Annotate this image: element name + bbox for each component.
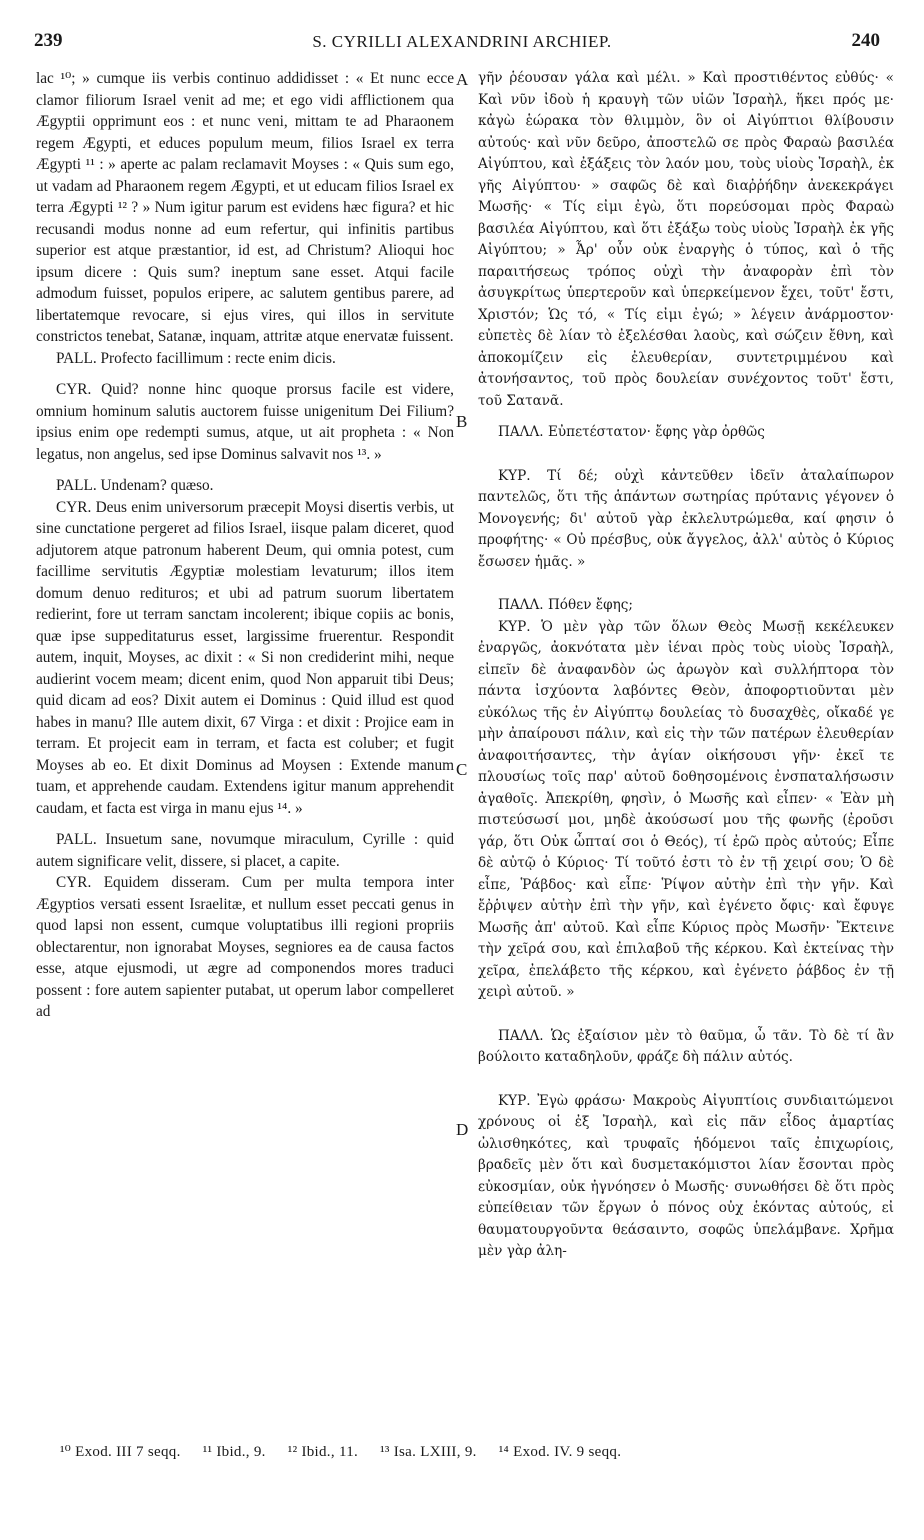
latin-column — [36, 68, 454, 1023]
footnotes — [60, 1442, 894, 1461]
footnote: ¹⁰ Exod. III 7 seqq. — [60, 1444, 181, 1460]
margin-letter: C — [456, 760, 468, 779]
footnote: ¹² Ibid., 11. — [287, 1444, 359, 1460]
footnote: ¹⁴ Exod. IV. 9 seqq. — [498, 1444, 622, 1460]
page-number-left: 239 — [34, 30, 63, 51]
latin-paragraph: CYR. Quid? nonne hinc quoque prorsus facile est videre, omnium hominum salutis auctorem fuisse unigenitum Dei Filium? ipsius enim ope redempti sumus, atque, ut ait propheta : « Non legatus, non angelus, sed ipse Dominus salvavit nos ¹³. » — [36, 381, 454, 463]
greek-paragraph: γῆν ῥέουσαν γάλα καὶ μέλι. » Καὶ προστιθέντος εὐθύς· « Καὶ νῦν ἰδοὺ ἡ κραυγὴ τῶν υἱῶν Ἰσραὴλ, ἥκει πρός με· κἀγὼ ἑώρακα τὸν θλιμμὸν, ὃν οἱ Αἰγύπτιοι θλίβουσιν αὐτούς· καὶ νῦν δεῦρο, ἀποστελῶ σε πρὸς Φαραὼ βασιλέα Αἰγύπτου, καὶ ἐξάξεις τὸν λαόν μου, τοὺς υἱοὺς Ἰσραὴλ, ἐκ γῆς Αἰγύπτου· » σαφῶς δὲ καὶ διαῤῥήδην ἀνεκεκράγει Μωσῆς· « Τίς εἰμι ἐγὼ, ὅτι πορεύσομαι πρὸς Φαραὼ βασιλέα Αἰγύπτου, καὶ ὅτι ἐξάξω τοὺς υἱοὺς Ἰσραὴλ ἐκ γῆς Αἰγύπτου; » Ἆρ' οὖν οὐκ ἐναργὴς ὁ τύπος, καὶ ὁ τῆς παραιτήσεως τρόπος οὐχὶ τὴν ἀναφορὰν ἐπὶ τὸν ἀσυγκρίτως ὑπερτεροῦν καὶ ὑπερκείμενον ἔχει, τοῦτ' ἔστι, Χριστόν; Ὡς τό, « Τίς εἰμι ἐγώ; » λέγειν ἀνάρμοστον· εὐπετὲς δὲ λίαν τὸ ἐξελέσθαι λαοὺς, καὶ σώζειν ἔθνη, καὶ ἀποκομίζειν εἰς ἐλευθερίαν, συντετριμμένου καὶ ἀτονήσαντος, τοῦ πρὸς δουλείαν συνέχοντος τοῦτ' ἔστι, τοῦ Σατανᾶ. — [478, 70, 894, 409]
greek-paragraph: ΠΑΛΛ. Ὡς ἐξαίσιον μὲν τὸ θαῦμα, ὦ τᾶν. Τὸ δὲ τί ἂν βούλοιτο καταδηλοῦν, φράζε δὴ πάλιν αὐτός. — [478, 1027, 894, 1065]
footnote: ¹¹ Ibid., 9. — [202, 1444, 266, 1460]
margin-letter: A — [456, 70, 469, 89]
latin-paragraph: lac ¹⁰; » cumque iis verbis continuo addidisset : « Et nunc ecce clamor filiorum Israel venit ad me; et ego vidi afflictionem qua Ægyptii opprimunt eos : et nunc veni, mittam te ad Pharaonem regem Ægypti, et educes populum meum, filios Israel ex terra Ægypti ¹¹ : » aperte ac palam reclamavit Moyses : « Quis sum ego, ut vadam ad Pharaonem regem Ægypti, et ut educam filios Israel ex terra Ægypti ¹² ? » Num igitur parum est evidens hæc figura? et hic recusandi modus nonne ad eum refertur, qui infinitis partibus superior est atque præstantior, id est, ad Christum? Alioqui hoc ipsum dicere : Quis sum? ineptum sane esset. Atqui facile admodum fuisset, populos eripere, ac salutem gentibus parere, ad libertatemque revocare, si ejus vires, qui illos in servitute constrictos tenebat, Satanæ, inquam, attritæ atque enervatæ fuissent. — [36, 70, 454, 345]
latin-paragraph: PALL. Profecto facillimum : recte enim dicis. — [56, 349, 336, 367]
page-header — [30, 30, 894, 56]
greek-paragraph: ΚΥΡ. Ἐγὼ φράσω· Μακροὺς Αἰγυπτίοις συνδιαιτώμενοι χρόνους οἱ ἐξ Ἰσραὴλ, καὶ εἰς πᾶν εἶδος ἁμαρτίας ὠλισθηκότες, καὶ τρυφαῖς ἡδόμενοι ταῖς ἐπιχωρίοις, βραδεῖς μὲν ὅτι καὶ δυσμετακόμιστοι λίαν ἔσονται πρὸς εὐκοσμίαν, οὐκ ἠγνόησεν ὁ Μωσῆς· συνωθήσει δὲ ὅτι πρὸς εὐπείθειαν τῶν ἔργων ὁ πόνος οὐχ ἑκόντας αὐτούς, εἰ θαυματουργοῦντα θεάσαιντο, σοφῶς ὑπελάμβανε. Χρῆμα μὲν γὰρ ἀλη- — [478, 1092, 894, 1259]
latin-paragraph: CYR. Deus enim universorum præcepit Moysi disertis verbis, ut sine cunctatione pergeret ad filios Israel, iisque palam diceret, quod adjutorem atque patronum haberent Deum, qui omnia potest, cum facillime servitutis Ægyptiæ molestiam levaturum; illos item domum denuo redituros; et ubi ad patrum suorum libertatem redierint, fore ut terram sanctam incolerent; ibique copiis ac bonis, quæ ipse suppeditaturus esset, largissime fruerentur. Respondit autem, inquit, Moyses, ac dixit : « Si non crediderint mihi, neque audierint vocem meam; dicent enim, quod Non apparuit tibi Deus; quid dicam ad eos? Dixit autem ei Dominus : Quid illud est quod habes in manu? Ille autem dixit, 67 Virga : et dixit : Projice eam in terram. Et projecit eam in terram, et facta est coluber; et fugit Moyses ab eo. Et dixit Dominus ad Moysen : Extende manum tuam, et apprehende caudam. Extendens igitur manum apprehendit caudam, et facta est virga in manu ejus ¹⁴. » — [36, 498, 454, 817]
running-title: S. CYRILLI ALEXANDRINI ARCHIEP. — [312, 32, 612, 51]
latin-paragraph: CYR. Equidem disseram. Cum per multa tempora inter Ægyptios versati essent Israelitæ, et nullum esset peccati genus in quod lapsi non essent, cumque voluptatibus illi regioni propriis oblectarentur, non ignorabat Moyses, segniores ea de causa factos esse, atque ejusmodi, ut ægre ad componendos mores traduci possent : fore autem sapienter putabat, ut operum labor compelleret ad — [36, 874, 454, 1020]
margin-letter: B — [456, 412, 468, 431]
page-number-right: 240 — [851, 30, 880, 51]
latin-paragraph: PALL. Undenam? quæso. — [56, 477, 214, 494]
margin-letter: D — [456, 1120, 469, 1139]
greek-paragraph: ΠΑΛΛ. Εὐπετέστατον· ἔφης γὰρ ὀρθῶς — [498, 424, 765, 440]
greek-paragraph: ΠΑΛΛ. Πόθεν ἔφης; — [498, 597, 633, 613]
latin-paragraph: PALL. Insuetum sane, novumque miraculum, Cyrille : quid autem significare velit, dissere, si placet, a capite. — [36, 831, 454, 870]
footnote: ¹³ Isa. LXIII, 9. — [380, 1444, 477, 1460]
greek-paragraph: ΚΥΡ. Ὁ μὲν γὰρ τῶν ὅλων Θεὸς Μωσῇ κεκέλευκεν ἐναργῶς, ἀοκνότατα μὲν ἰέναι πρὸς τοὺς υἱοὺς Ἰσραὴλ, εἰπεῖν δὲ ἀναφανδὸν ὡς ἀρωγὸν καὶ συλλήπτορα τὸν πάντα ἰσχύοντα λαβόντες Θεὸν, ἀποφορτιοῦνται μὲν εὐκόλως τῆς ἐν Αἰγύπτῳ δουλείας τὸ δυσαχθὲς, οἴκαδέ γε μὴν ἀπαίρουσι πάλιν, καὶ εἰς τὴν τῶν πατέρων ἐλευθερίαν ἀναφοιτήσαντες, τὴν ἁγίαν οἰκήσουσι γῆν· ἐκεῖ τε πλουσίως τοῖς παρ' αὐτοῦ δοθησομένοις ἐνσπαταλήσωσιν ἀγαθοῖς. Ἀπεκρίθη, φησὶν, ὁ Μωσῆς καὶ εἶπεν· « Ἐὰν μὴ πιστεύσωσί μοι, μηδὲ ἀκούσωσί μου τῆς φωνῆς (ἐροῦσι γάρ, ὅτι Οὐκ ὦπταί σοι ὁ Θεός), τί ἐρῶ πρὸς αὐτούς; Εἶπε δὲ αὐτῷ ὁ Κύριος· Τί τοῦτό ἐστι τὸ ἐν τῇ χειρί σου; Ὁ δὲ εἶπε, Ῥάβδος· καὶ εἶπε· Ῥίψον αὐτὴν ἐπὶ τὴν γῆν. Καὶ ἔῤῥιψεν αὐτὴν ἐπὶ τὴν γῆν, καὶ ἐγένετο ὄφις· καὶ ἔφυγε Μωσῆς ἀπ' αὐτοῦ. Καὶ εἶπε Κύριος πρὸς Μωσῆν· Ἔκτεινε τὴν χεῖρά σου, καὶ ἐπιλαβοῦ τῆς κέρκου. Καὶ ἐκτείνας τὴν χεῖρα, ἐπελάβετο τῆς κέρκου, καὶ ἐγένετο ῥάβδος ἐν τῇ χειρὶ αὐτοῦ. » — [478, 618, 894, 1000]
greek-paragraph: ΚΥΡ. Τί δέ; οὐχὶ κἀντεῦθεν ἰδεῖν ἀταλαίπωρον παντελῶς, ὅτι τῆς ἁπάντων σωτηρίας πρύτανις γέγονεν ὁ Μονογενής; δι' αὐτοῦ γὰρ ἐκλελυτρώμεθα, καί φησιν ὁ προφήτης· « Οὐ πρέσβυς, οὐκ ἄγγελος, ἀλλ' αὐτὸς ὁ Κύριος ἔσωσεν ἡμᾶς. » — [478, 467, 894, 570]
greek-column — [478, 68, 894, 1263]
